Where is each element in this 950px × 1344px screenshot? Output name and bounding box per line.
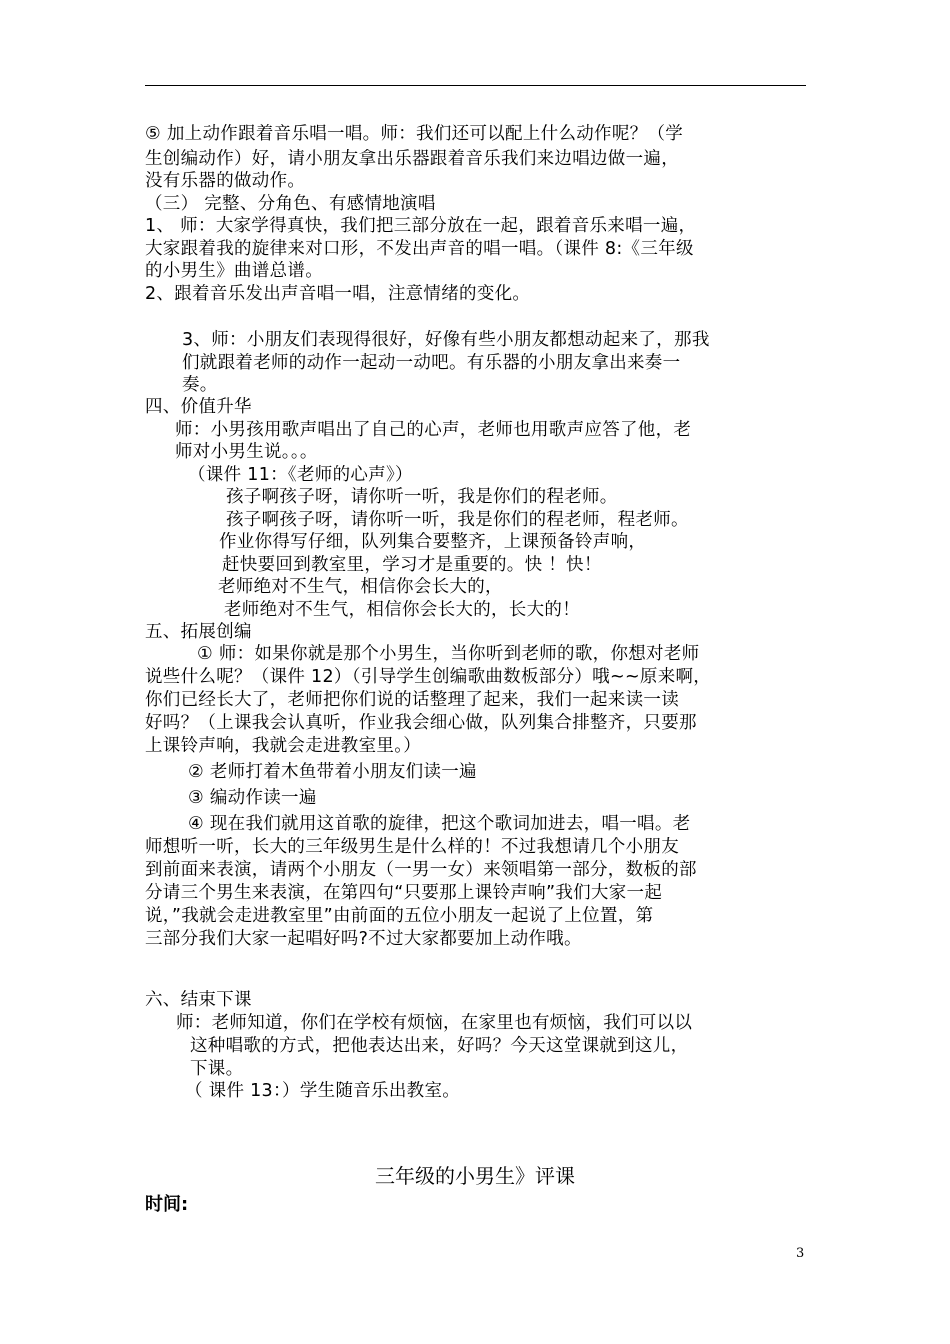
text-line: 这种唱歌的方式，把他表达出来，好吗？今天这堂课就到这儿，	[190, 1036, 689, 1056]
lyric-line: 老师绝对不生气，相信你会长大的，长大的！	[224, 600, 580, 620]
header-rule	[145, 85, 806, 86]
text-line: 好吗？（上课我会认真听，作业我会细心做，队列集合排整齐，只要那	[145, 713, 697, 733]
text-line: ⑤ 加上动作跟着音乐唱一唱。师：我们还可以配上什么动作呢？（学	[145, 124, 684, 144]
lyric-line: 老师绝对不生气，相信你会长大的，	[218, 577, 503, 597]
text-line: 说，”我就会走进教室里”由前面的五位小朋友一起说了上位置，第	[145, 906, 654, 926]
page-number: 3	[796, 1246, 805, 1261]
text-line: 3、师：小朋友们表现得很好，好像有些小朋友都想动起来了，那我	[182, 330, 710, 350]
text-line: 生创编动作）好，请小朋友拿出乐器跟着音乐我们来边唱边做一遍，	[145, 149, 679, 169]
text-line: ① 师：如果你就是那个小男生，当你听到老师的歌，你想对老师	[197, 644, 700, 664]
text-line: 师：老师知道，你们在学校有烦恼，在家里也有烦恼，我们可以以	[176, 1013, 693, 1033]
text-line: 没有乐器的做动作。	[145, 171, 306, 191]
text-line: 奏。	[182, 375, 218, 395]
text-line: 说些什么呢？（课件 12）（引导学生创编歌曲数板部分）哦~~原来啊，	[145, 667, 712, 687]
text-line: （课件 11：《老师的心声》）	[188, 465, 413, 485]
section-heading: 四、价值升华	[145, 397, 252, 417]
text-line: 你们已经长大了，老师把你们说的话整理了起来，我们一起来读一读	[145, 690, 679, 710]
text-line: 上课铃声响，我就会走进教室里。）	[145, 736, 422, 756]
text-line: 三部分我们大家一起唱好吗?不过大家都要加上动作哦。	[145, 929, 582, 949]
time-label: 时间:	[145, 1194, 189, 1215]
text-line: 师：小男孩用歌声唱出了自己的心声，老师也用歌声应答了他，老	[175, 420, 692, 440]
text-line: ② 老师打着木鱼带着小朋友们读一遍	[188, 762, 477, 782]
section-heading: （三） 完整、分角色、有感情地演唱	[145, 194, 436, 214]
text-line: 师对小男生说。。。	[175, 442, 318, 462]
text-line: 1、 师：大家学得真快，我们把三部分放在一起，跟着音乐来唱一遍，	[145, 216, 697, 236]
text-line: ④ 现在我们就用这首歌的旋律，把这个歌词加进去，唱一唱。老	[188, 814, 691, 834]
text-line: 到前面来表演，请两个小朋友（一男一女）来领唱第一部分，数板的部	[145, 860, 697, 880]
lyric-line: 赶快要回到教室里，学习才是重要的。快 ！快！	[222, 555, 602, 575]
text-line: 分请三个男生来表演，在第四句“只要那上课铃声响”我们大家一起	[145, 883, 663, 903]
evaluation-title: 三年级的小男生》评课	[375, 1164, 575, 1188]
text-line: 下课。	[190, 1059, 244, 1079]
lyric-line: 作业你得写仔细，队列集合要整齐，上课预备铃声响，	[219, 532, 647, 552]
text-line: 的小男生》曲谱总谱。	[145, 261, 323, 281]
lyric-line: 孩子啊孩子呀，请你听一听，我是你们的程老师，程老师。	[226, 510, 689, 530]
text-line: （ 课件 13：）学生随音乐出教室。	[185, 1081, 461, 1101]
text-line: 2、跟着音乐发出声音唱一唱，注意情绪的变化。	[145, 284, 531, 304]
lyric-line: 孩子啊孩子呀，请你听一听，我是你们的程老师。	[226, 487, 618, 507]
text-line: 们就跟着老师的动作一起动一动吧。有乐器的小朋友拿出来奏一	[182, 353, 681, 373]
text-line: 师想听一听，长大的三年级男生是什么样的！不过我想请几个小朋友	[145, 837, 679, 857]
section-heading: 五、拓展创编	[145, 622, 252, 642]
text-line: ③ 编动作读一遍	[188, 788, 317, 808]
text-line: 大家跟着我的旋律来对口形，不发出声音的唱一唱。（课件 8:《三年级	[145, 239, 694, 259]
section-heading: 六、结束下课	[145, 990, 252, 1010]
